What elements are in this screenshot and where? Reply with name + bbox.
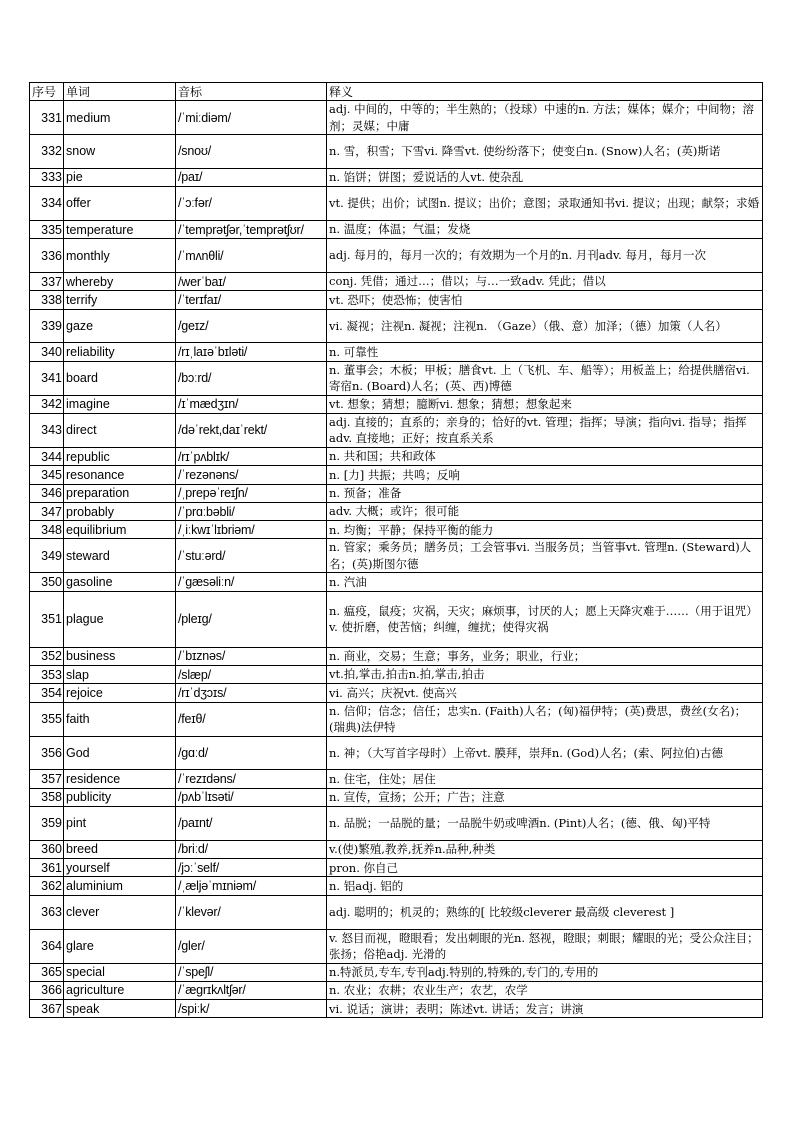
table-row	[30, 807, 763, 841]
row-definition: n. 可靠性	[327, 343, 763, 361]
row-word: offer	[64, 187, 176, 221]
row-phonetic: /dəˈrekt,daɪˈrekt/	[176, 413, 327, 447]
table-row	[30, 187, 763, 221]
row-definition: vi. 说话；演讲；表明；陈述vt. 讲话；发言；讲演	[327, 1000, 763, 1018]
row-word: rejoice	[64, 684, 176, 702]
table-row	[30, 647, 763, 665]
row-index: 333	[30, 168, 64, 186]
row-phonetic: /ˈterɪfaɪ/	[176, 291, 327, 309]
row-index: 348	[30, 521, 64, 539]
row-index: 337	[30, 272, 64, 290]
table-row	[30, 981, 763, 999]
table-row	[30, 309, 763, 343]
row-index: 346	[30, 484, 64, 502]
row-word: God	[64, 736, 176, 770]
row-phonetic: /ɪˈmædʒɪn/	[176, 395, 327, 413]
row-phonetic: /ˈrezənəns/	[176, 466, 327, 484]
table-row	[30, 272, 763, 290]
row-word: special	[64, 963, 176, 981]
row-index: 342	[30, 395, 64, 413]
table-row	[30, 877, 763, 895]
row-definition: pron. 你自己	[327, 859, 763, 877]
row-definition: n. 雪，积雪；下雪vi. 降雪vt. 使纷纷落下；使变白n. (Snow)人名；(英)斯诺	[327, 135, 763, 169]
table-body	[30, 101, 763, 1018]
table-row	[30, 666, 763, 684]
header-phonetic: 音标	[176, 83, 327, 101]
row-phonetic: /ˈmiːdiəm/	[176, 101, 327, 135]
row-definition: vt. 提供；出价；试图n. 提议；出价；意图；录取通知书vi. 提议；出现；献祭；求婚	[327, 187, 763, 221]
table-row	[30, 963, 763, 981]
table-row	[30, 101, 763, 135]
row-word: clever	[64, 895, 176, 929]
row-definition: adj. 直接的；直系的；亲身的；恰好的vt. 管理；指挥；导演；指向vi. 指导；指挥adv. 直接地；正好；按直系关系	[327, 413, 763, 447]
row-phonetic: /ˈæɡrɪkʌltʃər/	[176, 981, 327, 999]
row-index: 352	[30, 647, 64, 665]
row-word: aluminium	[64, 877, 176, 895]
row-index: 365	[30, 963, 64, 981]
row-index: 358	[30, 788, 64, 806]
table-row	[30, 291, 763, 309]
row-phonetic: /bɔːrd/	[176, 361, 327, 395]
row-word: resonance	[64, 466, 176, 484]
row-word: pie	[64, 168, 176, 186]
table-row	[30, 361, 763, 395]
table-row	[30, 684, 763, 702]
row-word: glare	[64, 929, 176, 963]
row-index: 362	[30, 877, 64, 895]
row-word: gaze	[64, 309, 176, 343]
row-definition: n. 馅饼；饼图；爱说话的人vt. 使杂乱	[327, 168, 763, 186]
row-phonetic: /ˈmʌnθli/	[176, 239, 327, 273]
row-index: 339	[30, 309, 64, 343]
row-word: republic	[64, 447, 176, 465]
table-row	[30, 929, 763, 963]
row-word: board	[64, 361, 176, 395]
row-definition: v.(使)繁殖,教养,抚养n.品种,种类	[327, 840, 763, 858]
table-row	[30, 702, 763, 736]
row-phonetic: /ɡeɪz/	[176, 309, 327, 343]
row-index: 341	[30, 361, 64, 395]
row-phonetic: /slæp/	[176, 666, 327, 684]
row-index: 366	[30, 981, 64, 999]
row-definition: adv. 大概；或许；很可能	[327, 502, 763, 520]
row-word: pint	[64, 807, 176, 841]
header-index: 序号	[30, 83, 64, 101]
row-definition: vi. 凝视；注视n. 凝视；注视n. （Gaze）（俄、意）加泽；（德）加策（人名）	[327, 309, 763, 343]
row-word: direct	[64, 413, 176, 447]
row-index: 359	[30, 807, 64, 841]
row-definition: n. 信仰；信念；信任；忠实n. (Faith)人名；(匈)福伊特；(英)费思，费丝(女名)；(瑞典)法伊特	[327, 702, 763, 736]
table-row	[30, 395, 763, 413]
table-row	[30, 413, 763, 447]
row-index: 345	[30, 466, 64, 484]
row-index: 340	[30, 343, 64, 361]
row-phonetic: /feɪθ/	[176, 702, 327, 736]
row-definition: n. 住宅，住处；居住	[327, 770, 763, 788]
row-definition: n. 管家；乘务员；膳务员；工会管事vi. 当服务员；当管事vt. 管理n. (Steward)人名；(英)斯图尔德	[327, 539, 763, 573]
table-row	[30, 788, 763, 806]
row-definition: n. 铝adj. 铝的	[327, 877, 763, 895]
row-word: residence	[64, 770, 176, 788]
row-index: 334	[30, 187, 64, 221]
row-definition: adj. 聪明的；机灵的；熟练的[ 比较级cleverer 最高级 cleverest ]	[327, 895, 763, 929]
table-row	[30, 220, 763, 238]
row-definition: v. 怒目而视，瞪眼看；发出刺眼的光n. 怒视，瞪眼；刺眼；耀眼的光；受公众注目；张扬；俗艳adj. 光滑的	[327, 929, 763, 963]
row-index: 354	[30, 684, 64, 702]
row-word: business	[64, 647, 176, 665]
row-definition: conj. 凭借；通过…；借以；与…一致adv. 凭此；借以	[327, 272, 763, 290]
row-definition: n. 商业，交易；生意；事务，业务；职业，行业；	[327, 647, 763, 665]
table-row	[30, 895, 763, 929]
row-word: temperature	[64, 220, 176, 238]
row-word: whereby	[64, 272, 176, 290]
row-index: 355	[30, 702, 64, 736]
row-definition: n. [力] 共振；共鸣；反响	[327, 466, 763, 484]
row-phonetic: /ɡɑːd/	[176, 736, 327, 770]
vocabulary-table	[29, 82, 763, 1018]
row-phonetic: /ˌiːkwɪˈlɪbriəm/	[176, 521, 327, 539]
row-index: 350	[30, 573, 64, 591]
row-index: 336	[30, 239, 64, 273]
row-index: 344	[30, 447, 64, 465]
row-definition: n. 神；（大写首字母时）上帝vt. 膜拜，崇拜n. (God)人名；(索、阿拉伯)古德	[327, 736, 763, 770]
row-phonetic: /rɪˈpʌblɪk/	[176, 447, 327, 465]
row-index: 331	[30, 101, 64, 135]
row-definition: adj. 中间的，中等的；半生熟的；（投球）中速的n. 方法；媒体；媒介；中间物；溶剂；灵媒；中庸	[327, 101, 763, 135]
row-phonetic: /ˌæljəˈmɪniəm/	[176, 877, 327, 895]
row-definition: n. 均衡；平静；保持平衡的能力	[327, 521, 763, 539]
row-index: 338	[30, 291, 64, 309]
row-word: preparation	[64, 484, 176, 502]
row-index: 367	[30, 1000, 64, 1018]
row-word: slap	[64, 666, 176, 684]
row-phonetic: /pleɪɡ/	[176, 591, 327, 647]
table-row	[30, 1000, 763, 1018]
table-row	[30, 591, 763, 647]
table-row	[30, 840, 763, 858]
row-phonetic: /ˈprɑːbəbli/	[176, 502, 327, 520]
row-phonetic: /ɡler/	[176, 929, 327, 963]
row-word: yourself	[64, 859, 176, 877]
table-row	[30, 466, 763, 484]
row-word: speak	[64, 1000, 176, 1018]
row-word: faith	[64, 702, 176, 736]
table-header-row	[30, 83, 763, 101]
row-phonetic: /spiːk/	[176, 1000, 327, 1018]
row-phonetic: /ˌprepəˈreɪʃn/	[176, 484, 327, 502]
header-word: 单词	[64, 83, 176, 101]
row-word: monthly	[64, 239, 176, 273]
row-index: 335	[30, 220, 64, 238]
row-definition: vt. 恐吓；使恐怖；使害怕	[327, 291, 763, 309]
row-word: imagine	[64, 395, 176, 413]
table-row	[30, 239, 763, 273]
row-index: 353	[30, 666, 64, 684]
row-index: 357	[30, 770, 64, 788]
row-phonetic: /jɔːˈself/	[176, 859, 327, 877]
row-word: reliability	[64, 343, 176, 361]
row-word: gasoline	[64, 573, 176, 591]
row-definition: n. 宣传，宣扬；公开；广告；注意	[327, 788, 763, 806]
row-definition: n. 预备；准备	[327, 484, 763, 502]
table-row	[30, 539, 763, 573]
row-definition: vt.拍,掌击,拍击n.拍,掌击,拍击	[327, 666, 763, 684]
row-word: steward	[64, 539, 176, 573]
row-phonetic: /ˈrezɪdəns/	[176, 770, 327, 788]
row-index: 347	[30, 502, 64, 520]
row-definition: n. 董事会；木板；甲板；膳食vt. 上（飞机、车、船等）；用板盖上；给提供膳宿vi. 寄宿n. (Board)人名；(英、西)博德	[327, 361, 763, 395]
row-phonetic: /ˈspeʃl/	[176, 963, 327, 981]
row-word: plague	[64, 591, 176, 647]
row-definition: vt. 想象；猜想；臆断vi. 想象；猜想；想象起来	[327, 395, 763, 413]
row-definition: n. 农业；农耕；农业生产；农艺，农学	[327, 981, 763, 999]
row-phonetic: /rɪˌlaɪəˈbɪləti/	[176, 343, 327, 361]
row-phonetic: /snoʊ/	[176, 135, 327, 169]
row-phonetic: /paɪnt/	[176, 807, 327, 841]
row-index: 332	[30, 135, 64, 169]
row-phonetic: /rɪˈdʒɔɪs/	[176, 684, 327, 702]
header-definition: 释义	[327, 83, 763, 101]
table-row	[30, 168, 763, 186]
row-phonetic: /ˈtemprətʃər,ˈtemprətʃʊr/	[176, 220, 327, 238]
row-word: probably	[64, 502, 176, 520]
table-row	[30, 859, 763, 877]
table-row	[30, 447, 763, 465]
row-definition: n. 瘟疫，鼠疫；灾祸，天灾；麻烦事，讨厌的人；愿上天降灾难于……（用于诅咒）v. 使折磨，使苦恼；纠缠，缠扰；使得灾祸	[327, 591, 763, 647]
row-word: equilibrium	[64, 521, 176, 539]
row-index: 349	[30, 539, 64, 573]
row-definition: n. 温度；体温；气温；发烧	[327, 220, 763, 238]
row-phonetic: /briːd/	[176, 840, 327, 858]
table-row	[30, 484, 763, 502]
row-definition: n.特派员,专车,专刊adj.特别的,特殊的,专门的,专用的	[327, 963, 763, 981]
row-definition: n. 品脱；一品脱的量；一品脱牛奶或啤酒n. (Pint)人名；(德、俄、匈)平特	[327, 807, 763, 841]
row-definition: adj. 每月的，每月一次的；有效期为一个月的n. 月刊adv. 每月，每月一次	[327, 239, 763, 273]
table-row	[30, 736, 763, 770]
row-word: breed	[64, 840, 176, 858]
row-index: 343	[30, 413, 64, 447]
row-index: 361	[30, 859, 64, 877]
row-phonetic: /paɪ/	[176, 168, 327, 186]
row-index: 360	[30, 840, 64, 858]
table-row	[30, 521, 763, 539]
row-word: publicity	[64, 788, 176, 806]
table-row	[30, 573, 763, 591]
row-word: agriculture	[64, 981, 176, 999]
row-word: medium	[64, 101, 176, 135]
row-index: 356	[30, 736, 64, 770]
row-index: 364	[30, 929, 64, 963]
row-index: 363	[30, 895, 64, 929]
row-phonetic: /ˈklevər/	[176, 895, 327, 929]
table-row	[30, 135, 763, 169]
table-row	[30, 502, 763, 520]
row-definition: n. 共和国；共和政体	[327, 447, 763, 465]
row-phonetic: /ˈɔːfər/	[176, 187, 327, 221]
row-word: terrify	[64, 291, 176, 309]
row-definition: vi. 高兴；庆祝vt. 使高兴	[327, 684, 763, 702]
row-phonetic: /werˈbaɪ/	[176, 272, 327, 290]
row-phonetic: /ˈstuːərd/	[176, 539, 327, 573]
row-word: snow	[64, 135, 176, 169]
table-row	[30, 770, 763, 788]
row-phonetic: /ˈbɪznəs/	[176, 647, 327, 665]
row-index: 351	[30, 591, 64, 647]
table-row	[30, 343, 763, 361]
row-definition: n. 汽油	[327, 573, 763, 591]
row-phonetic: /pʌbˈlɪsəti/	[176, 788, 327, 806]
row-phonetic: /ˈɡæsəliːn/	[176, 573, 327, 591]
